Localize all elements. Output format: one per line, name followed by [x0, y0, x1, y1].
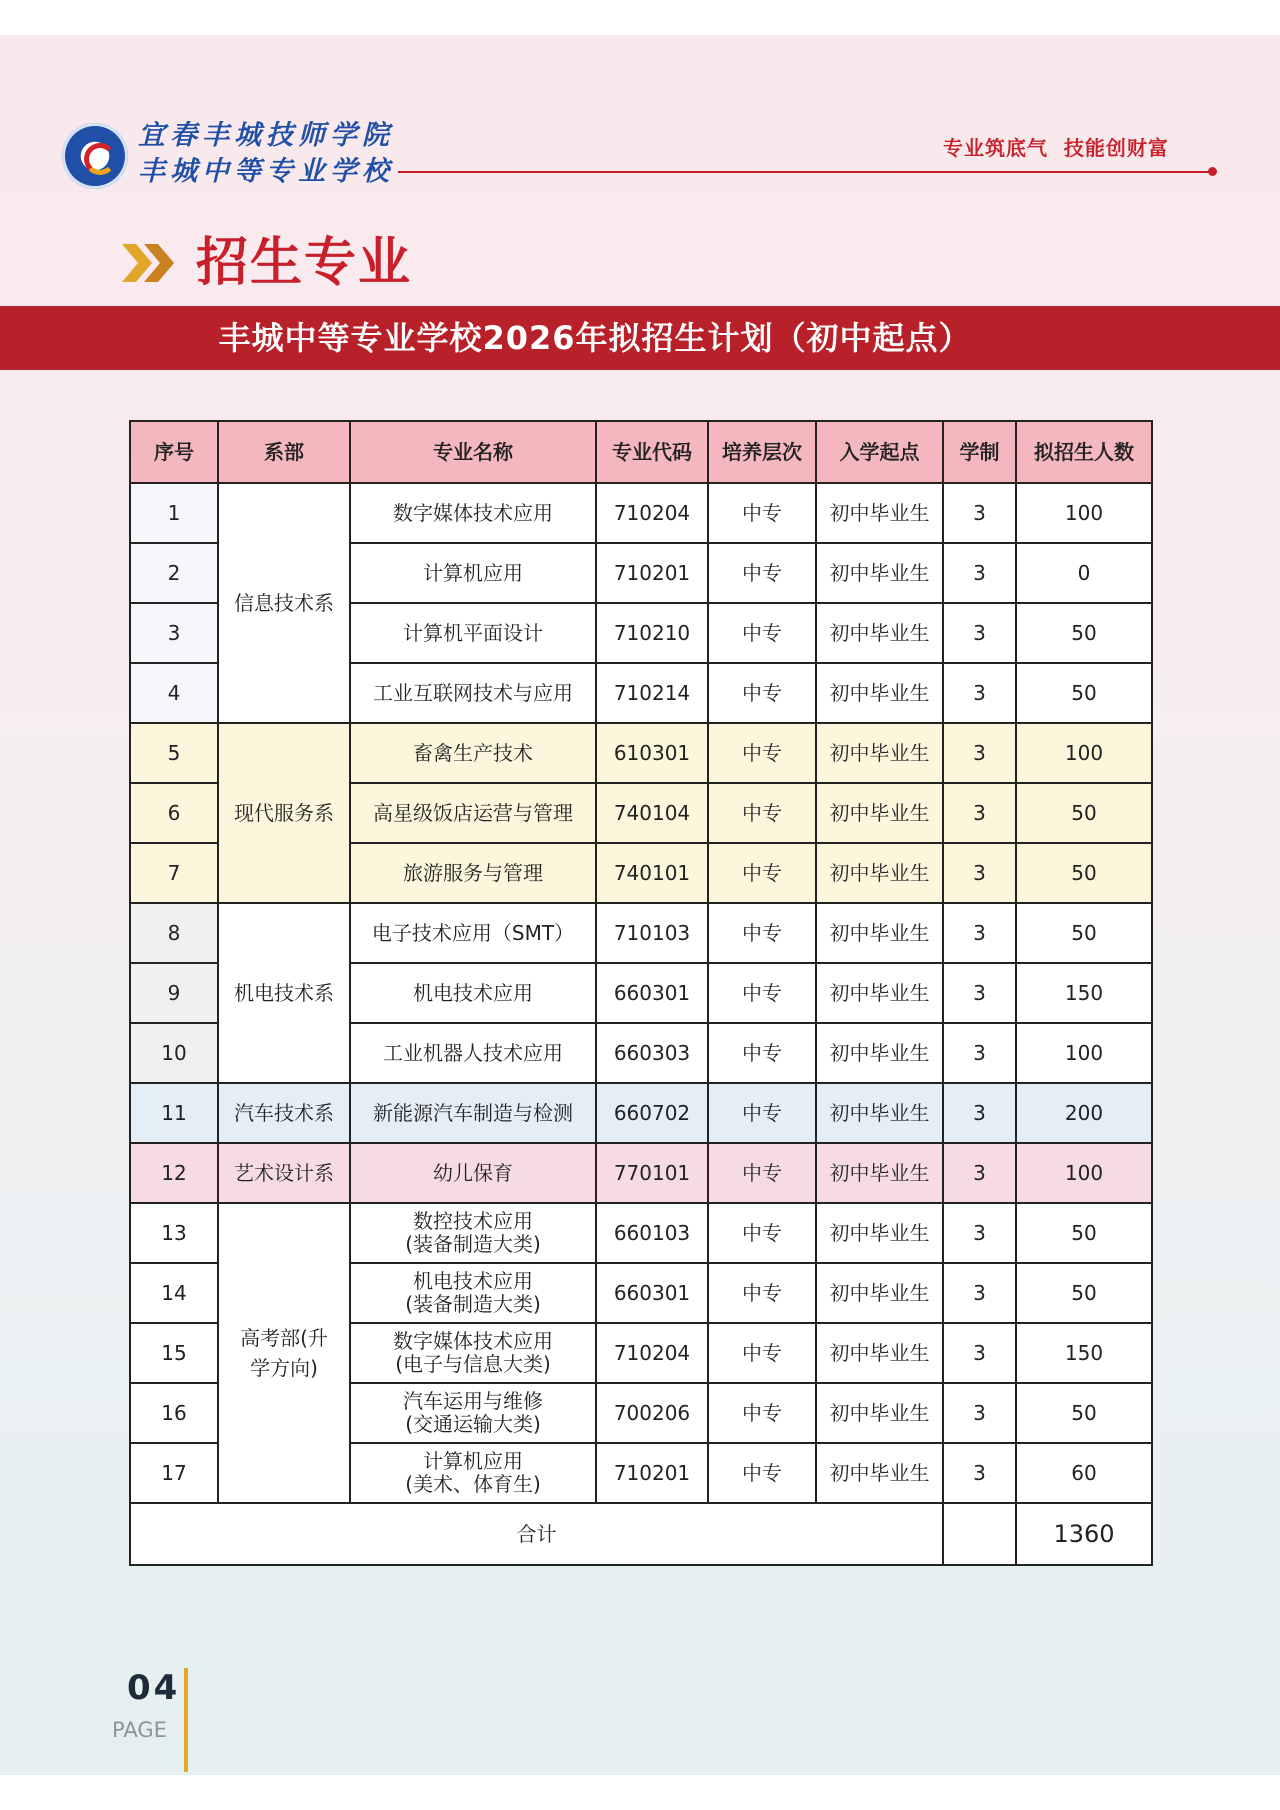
cell-major-category: (美术、体育生): [405, 1472, 541, 1496]
school-name: [138, 118, 394, 190]
header-code: 专业代码: [596, 421, 708, 483]
cell-seq: 3: [130, 603, 218, 663]
cell-major: [350, 1443, 596, 1503]
cell-level: 中专: [708, 963, 816, 1023]
cell-start: 初中毕业生: [816, 483, 943, 543]
cell-start: 初中毕业生: [816, 1143, 943, 1203]
cell-code: 710210: [596, 603, 708, 663]
cell-major: 幼儿保育: [350, 1143, 596, 1203]
cell-level: 中专: [708, 1083, 816, 1143]
dept-electro: 机电技术系: [218, 903, 350, 1083]
cell-code: 710204: [596, 1323, 708, 1383]
table-row: [130, 1203, 1152, 1263]
dept-gaokao-label: 高考部(升学方向): [240, 1326, 328, 1380]
cell-level: 中专: [708, 1263, 816, 1323]
total-years-empty: [943, 1503, 1016, 1565]
cell-plan: 100: [1016, 723, 1152, 783]
cell-code: 710214: [596, 663, 708, 723]
cell-major-name: 计算机应用: [423, 1449, 523, 1473]
table-row: [130, 1083, 1152, 1143]
cell-code: 770101: [596, 1143, 708, 1203]
header-years: 学制: [943, 421, 1016, 483]
cell-level: 中专: [708, 783, 816, 843]
cell-seq: 10: [130, 1023, 218, 1083]
cell-plan: 50: [1016, 663, 1152, 723]
cell-years: 3: [943, 1203, 1016, 1263]
cell-plan: 50: [1016, 1263, 1152, 1323]
cell-major-category: (装备制造大类): [405, 1232, 541, 1256]
cell-level: 中专: [708, 663, 816, 723]
cell-code: 660301: [596, 1263, 708, 1323]
cell-start: 初中毕业生: [816, 963, 943, 1023]
cell-major-category: (交通运输大类): [405, 1412, 541, 1436]
cell-level: 中专: [708, 1023, 816, 1083]
cell-seq: 12: [130, 1143, 218, 1203]
cell-code: 660301: [596, 963, 708, 1023]
cell-code: 660702: [596, 1083, 708, 1143]
cell-seq: 7: [130, 843, 218, 903]
cell-start: 初中毕业生: [816, 1263, 943, 1323]
slogan: 专业筑底气 技能创财富: [943, 136, 1169, 160]
cell-start: 初中毕业生: [816, 1443, 943, 1503]
chevron-right-icon: [122, 240, 186, 286]
cell-major-category: (装备制造大类): [405, 1292, 541, 1316]
cell-level: 中专: [708, 1203, 816, 1263]
dept-info: 信息技术系: [218, 483, 350, 723]
cell-plan: 50: [1016, 843, 1152, 903]
cell-seq: 6: [130, 783, 218, 843]
dept-service: 现代服务系: [218, 723, 350, 903]
dept-auto: 汽车技术系: [218, 1083, 350, 1143]
cell-years: 3: [943, 663, 1016, 723]
cell-code: 740101: [596, 843, 708, 903]
cell-level: 中专: [708, 723, 816, 783]
cell-plan: 50: [1016, 603, 1152, 663]
cell-start: 初中毕业生: [816, 1383, 943, 1443]
cell-major: [350, 1383, 596, 1443]
header-major: 专业名称: [350, 421, 596, 483]
cell-start: 初中毕业生: [816, 603, 943, 663]
cell-seq: 13: [130, 1203, 218, 1263]
table-header-row: [130, 421, 1152, 483]
cell-code: 700206: [596, 1383, 708, 1443]
cell-plan: 100: [1016, 1143, 1152, 1203]
cell-start: 初中毕业生: [816, 663, 943, 723]
cell-level: 中专: [708, 543, 816, 603]
cell-major: 工业互联网技术与应用: [350, 663, 596, 723]
cell-years: 3: [943, 603, 1016, 663]
cell-years: 3: [943, 963, 1016, 1023]
cell-start: 初中毕业生: [816, 1083, 943, 1143]
cell-plan: 0: [1016, 543, 1152, 603]
cell-major-category: (电子与信息大类): [395, 1352, 551, 1376]
cell-code: 660103: [596, 1203, 708, 1263]
cell-seq: 9: [130, 963, 218, 1023]
cell-seq: 11: [130, 1083, 218, 1143]
cell-plan: 100: [1016, 483, 1152, 543]
header-divider-dot: [1208, 167, 1217, 176]
cell-level: 中专: [708, 483, 816, 543]
school-name-line1: 宜春丰城技师学院: [138, 120, 394, 151]
cell-plan: 150: [1016, 963, 1152, 1023]
cell-start: 初中毕业生: [816, 543, 943, 603]
cell-start: 初中毕业生: [816, 1323, 943, 1383]
cell-start: 初中毕业生: [816, 783, 943, 843]
school-name-line2: 丰城中等专业学校: [138, 156, 394, 187]
header-divider: [398, 171, 1213, 173]
cell-start: 初中毕业生: [816, 903, 943, 963]
cell-major: 畜禽生产技术: [350, 723, 596, 783]
cell-code: 710204: [596, 483, 708, 543]
cell-start: 初中毕业生: [816, 843, 943, 903]
cell-years: 3: [943, 1083, 1016, 1143]
cell-years: 3: [943, 1383, 1016, 1443]
cell-seq: 1: [130, 483, 218, 543]
cell-level: 中专: [708, 903, 816, 963]
cell-major: [350, 1323, 596, 1383]
cell-code: 710201: [596, 1443, 708, 1503]
table-row: [130, 483, 1152, 543]
page-number: 04: [127, 1668, 181, 1708]
cell-level: 中专: [708, 1143, 816, 1203]
enrollment-table: [129, 420, 1153, 1566]
cell-major: 新能源汽车制造与检测: [350, 1083, 596, 1143]
cell-code: 740104: [596, 783, 708, 843]
cell-level: 中专: [708, 1323, 816, 1383]
cell-major: [350, 1263, 596, 1323]
cell-major-name: 数字媒体技术应用: [393, 1329, 553, 1353]
cell-major-name: 数控技术应用: [413, 1209, 533, 1233]
cell-seq: 16: [130, 1383, 218, 1443]
cell-code: 660303: [596, 1023, 708, 1083]
cell-plan: 50: [1016, 1203, 1152, 1263]
cell-plan: 50: [1016, 783, 1152, 843]
dept-gaokao: [218, 1203, 350, 1503]
cell-years: 3: [943, 723, 1016, 783]
header-start: 入学起点: [816, 421, 943, 483]
cell-level: 中专: [708, 843, 816, 903]
cell-major-name: 汽车运用与维修: [403, 1389, 543, 1413]
cell-major: 工业机器人技术应用: [350, 1023, 596, 1083]
cell-major: 计算机平面设计: [350, 603, 596, 663]
cell-major: [350, 1203, 596, 1263]
cell-plan: 200: [1016, 1083, 1152, 1143]
cell-major: 旅游服务与管理: [350, 843, 596, 903]
cell-seq: 5: [130, 723, 218, 783]
cell-code: 610301: [596, 723, 708, 783]
table-row: [130, 903, 1152, 963]
cell-major: 计算机应用: [350, 543, 596, 603]
cell-major: 高星级饭店运营与管理: [350, 783, 596, 843]
cell-plan: 60: [1016, 1443, 1152, 1503]
total-value: 1360: [1016, 1503, 1152, 1565]
cell-years: 3: [943, 843, 1016, 903]
cell-years: 3: [943, 543, 1016, 603]
cell-plan: 100: [1016, 1023, 1152, 1083]
cell-years: 3: [943, 1263, 1016, 1323]
cell-seq: 4: [130, 663, 218, 723]
cell-seq: 14: [130, 1263, 218, 1323]
cell-seq: 2: [130, 543, 218, 603]
table-row: [130, 1143, 1152, 1203]
header-dept: 系部: [218, 421, 350, 483]
cell-seq: 15: [130, 1323, 218, 1383]
cell-plan: 50: [1016, 903, 1152, 963]
table-total-row: [130, 1503, 1152, 1565]
cell-level: 中专: [708, 1383, 816, 1443]
header-level: 培养层次: [708, 421, 816, 483]
cell-major-name: 机电技术应用: [413, 1269, 533, 1293]
cell-code: 710103: [596, 903, 708, 963]
cell-seq: 8: [130, 903, 218, 963]
cell-start: 初中毕业生: [816, 723, 943, 783]
section-title: 招生专业: [196, 233, 413, 293]
header-plan: 拟招生人数: [1016, 421, 1152, 483]
cell-major: 数字媒体技术应用: [350, 483, 596, 543]
cell-years: 3: [943, 1143, 1016, 1203]
cell-years: 3: [943, 483, 1016, 543]
cell-years: 3: [943, 783, 1016, 843]
dept-art: 艺术设计系: [218, 1143, 350, 1203]
cell-code: 710201: [596, 543, 708, 603]
cell-start: 初中毕业生: [816, 1203, 943, 1263]
page-label: PAGE: [112, 1718, 167, 1742]
table-row: [130, 723, 1152, 783]
page-accent-bar: [184, 1668, 188, 1772]
plan-banner-title: 丰城中等专业学校2026年拟招生计划（初中起点）: [0, 306, 1280, 370]
cell-years: 3: [943, 1023, 1016, 1083]
cell-seq: 17: [130, 1443, 218, 1503]
cell-major: 电子技术应用（SMT）: [350, 903, 596, 963]
cell-plan: 150: [1016, 1323, 1152, 1383]
cell-level: 中专: [708, 1443, 816, 1503]
header-seq: 序号: [130, 421, 218, 483]
cell-start: 初中毕业生: [816, 1023, 943, 1083]
cell-years: 3: [943, 1443, 1016, 1503]
cell-years: 3: [943, 1323, 1016, 1383]
cell-level: 中专: [708, 603, 816, 663]
cell-years: 3: [943, 903, 1016, 963]
school-logo-icon: [62, 123, 128, 189]
enrollment-table-wrap: [129, 420, 1151, 1604]
cell-major: 机电技术应用: [350, 963, 596, 1023]
total-label: 合计: [130, 1503, 943, 1565]
cell-plan: 50: [1016, 1383, 1152, 1443]
